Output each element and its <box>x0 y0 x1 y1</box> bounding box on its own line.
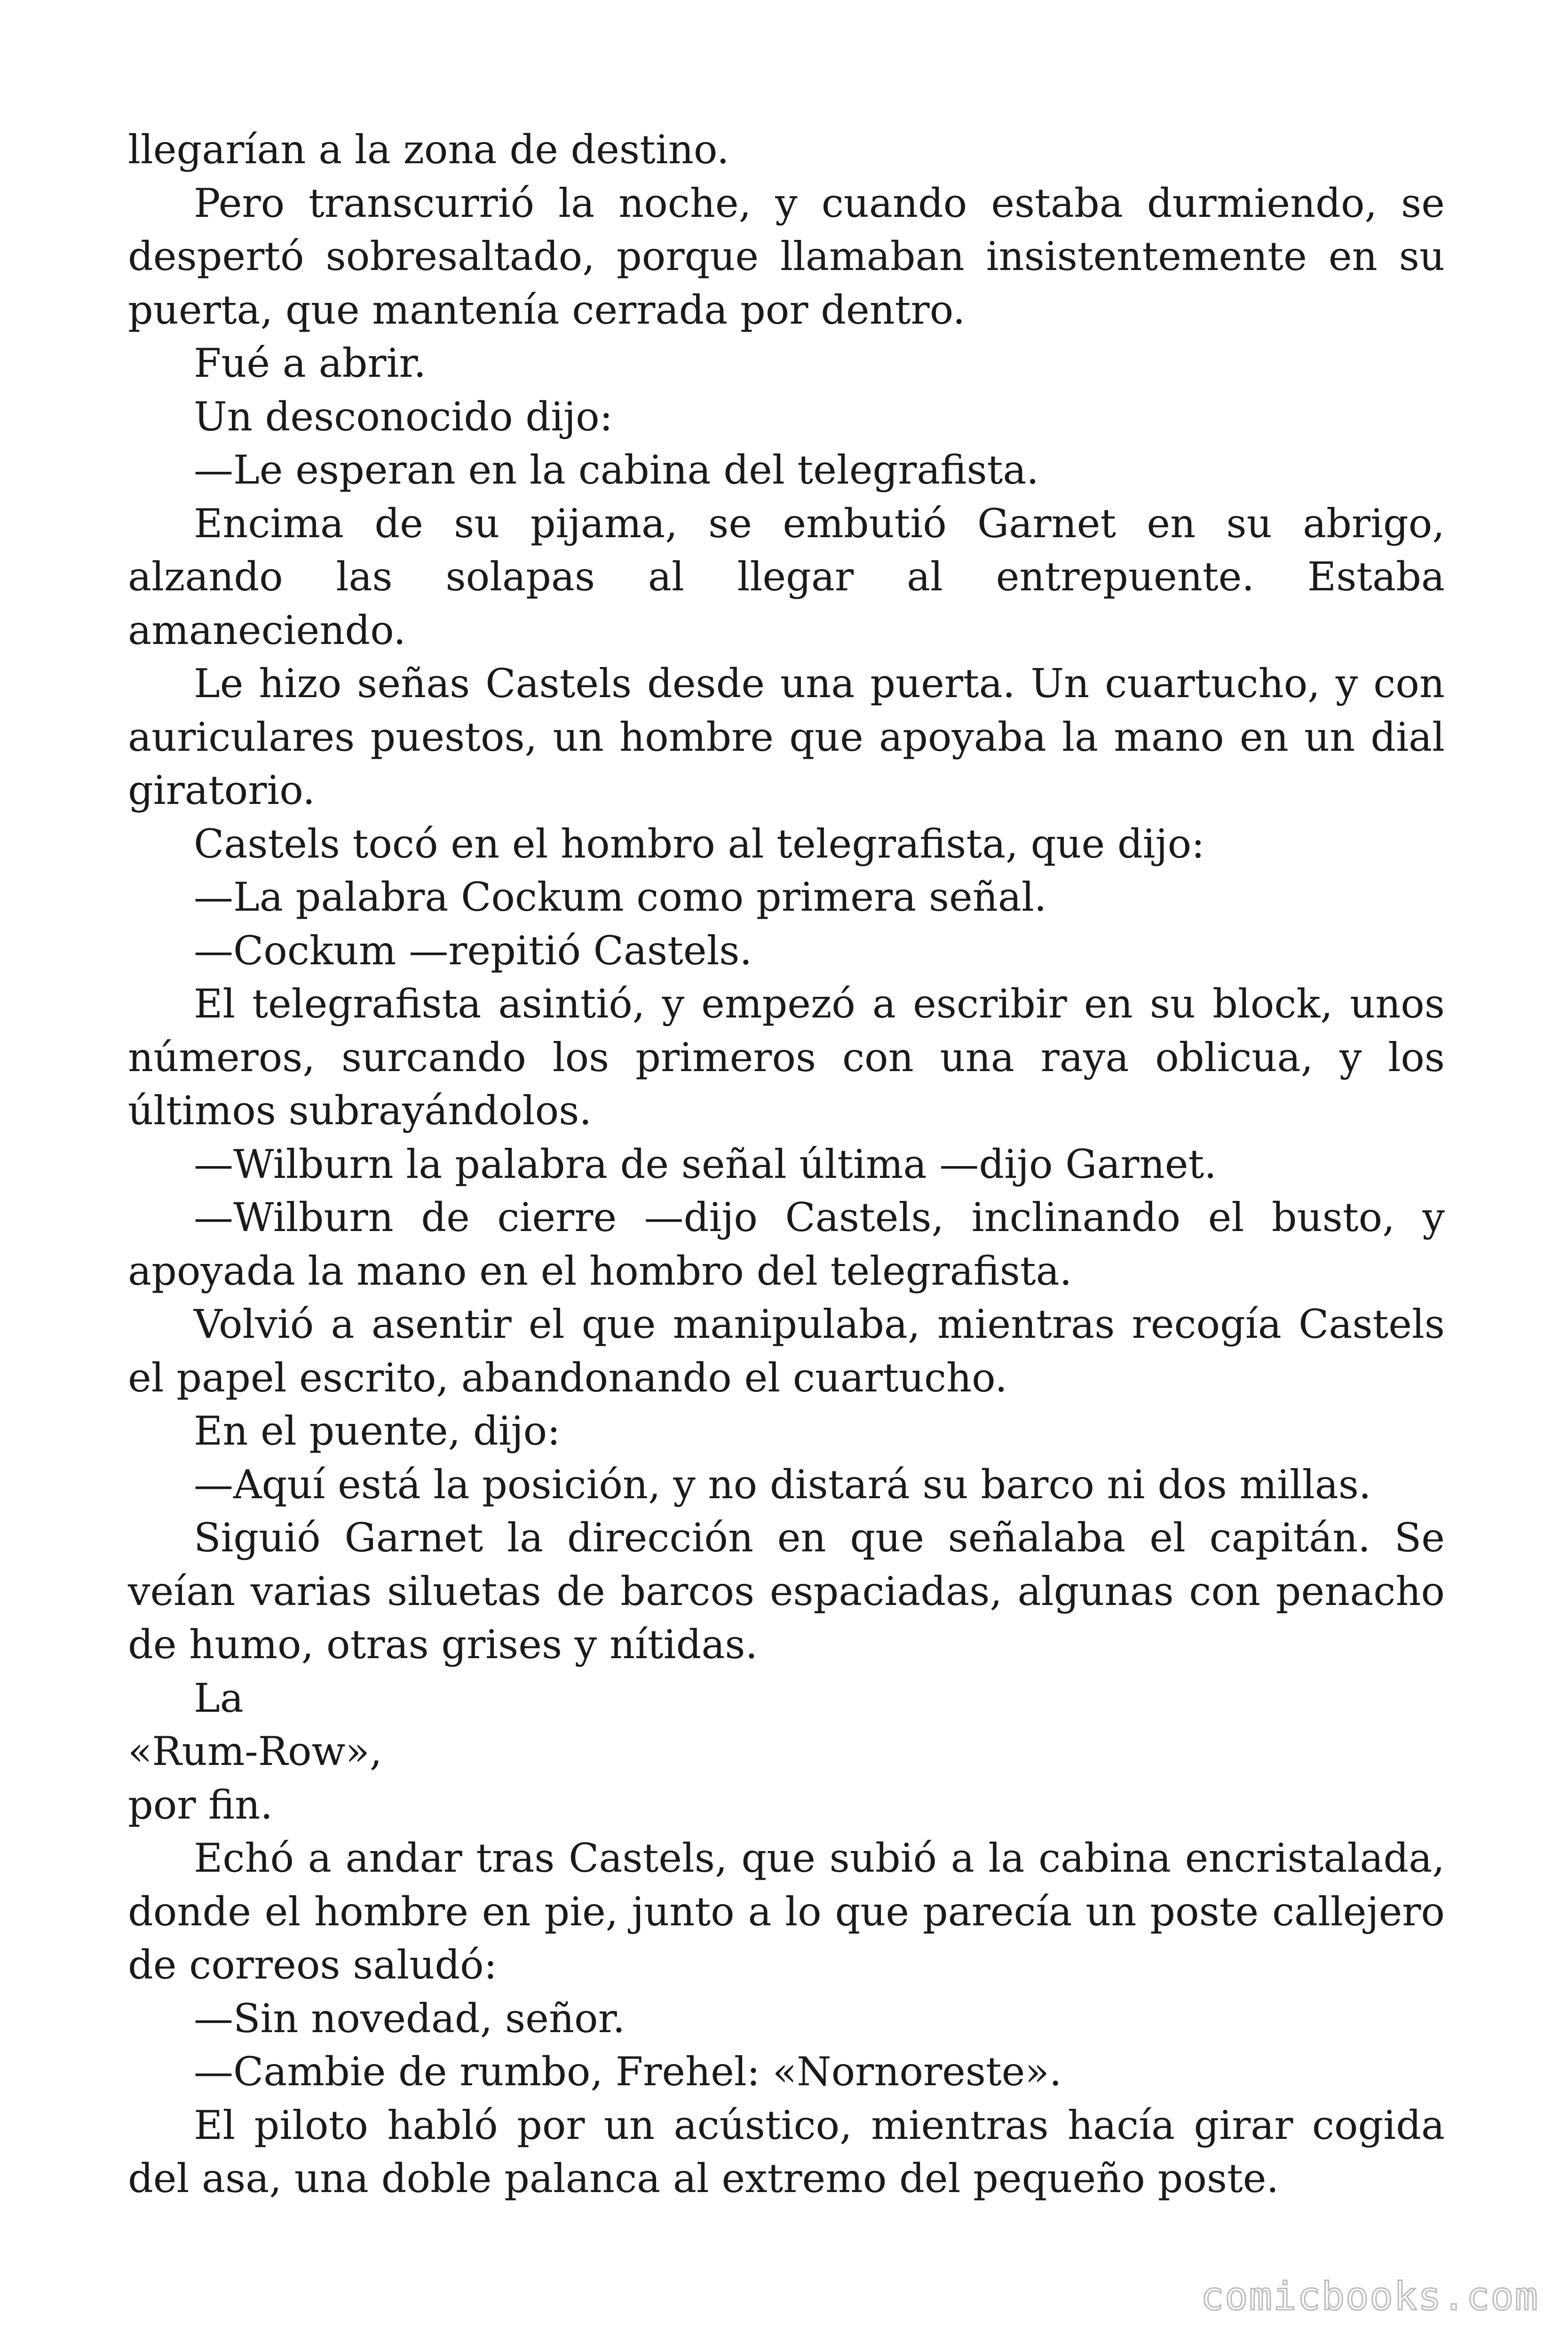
paragraph: Fué a abrir. <box>194 340 427 386</box>
paragraph: El telegrafista asintió, y empezó a escribir en su block, unos números, surcando los primeros con una raya oblicua, y los últimos subrayándolos. <box>128 981 1445 1134</box>
paragraph: «Rum-Row», <box>128 1728 382 1774</box>
paragraph: Un desconocido dijo: <box>194 393 613 440</box>
paragraph: Pero transcurrió la noche, y cuando estaba durmiendo, se despertó sobresaltado, porque llamaban insistentemente en su puerta, que mantenía cerrada por dentro. <box>128 180 1445 333</box>
paragraph: por fin. <box>128 1781 273 1828</box>
paragraph: —Wilburn de cierre —dijo Castels, inclinando el busto, y apoyada la mano en el hombro del telegrafista. <box>128 1194 1445 1294</box>
paragraph: En el puente, dijo: <box>194 1408 561 1454</box>
paragraph: Siguió Garnet la dirección en que señalaba el capitán. Se veían varias siluetas de barcos espaciadas, algunas con penacho de humo, otras grises y nítidas. <box>128 1515 1445 1668</box>
paragraph: Castels tocó en el hombro al telegrafista, que dijo: <box>194 820 1205 867</box>
paragraph: —Cockum —repitió Castels. <box>194 927 752 974</box>
paragraph: —Le esperan en la cabina del telegrafista. <box>194 447 1039 493</box>
paragraph: —Cambie de rumbo, Frehel: «Nornoreste». <box>194 2049 1062 2095</box>
paragraph: La <box>194 1675 244 1721</box>
paragraph: Echó a andar tras Castels, que subió a la cabina encristalada, donde el hombre en pie, junto a lo que parecía un poste callejero de correos saludó: <box>128 1835 1445 1988</box>
page-body <box>128 123 1445 2206</box>
watermark: comicbooks.com <box>1200 2274 1539 2319</box>
paragraph: Encima de su pijama, se embutió Garnet en su abrigo, alzando las solapas al llegar al entrepuente. Estaba amaneciendo. <box>128 500 1445 653</box>
paragraph: Le hizo señas Castels desde una puerta. Un cuartucho, y con auriculares puestos, un hombre que apoyaba la mano en un dial giratorio. <box>128 660 1445 813</box>
paragraph: —Sin novedad, señor. <box>194 1995 626 2042</box>
paragraph: llegarían a la zona de destino. <box>128 127 729 173</box>
paragraph: —Aquí está la posición, y no distará su barco ni dos millas. <box>194 1461 1371 1508</box>
paragraph: El piloto habló por un acústico, mientras hacía girar cogida del asa, una doble palanca al extremo del pequeño poste. <box>128 2102 1445 2201</box>
paragraph: Volvió a asentir el que manipulaba, mientras recogía Castels el papel escrito, abandonando el cuartucho. <box>128 1301 1445 1401</box>
paragraph: —La palabra Cockum como primera señal. <box>194 874 1047 920</box>
paragraph: —Wilburn la palabra de señal última —dijo Garnet. <box>194 1141 1217 1187</box>
